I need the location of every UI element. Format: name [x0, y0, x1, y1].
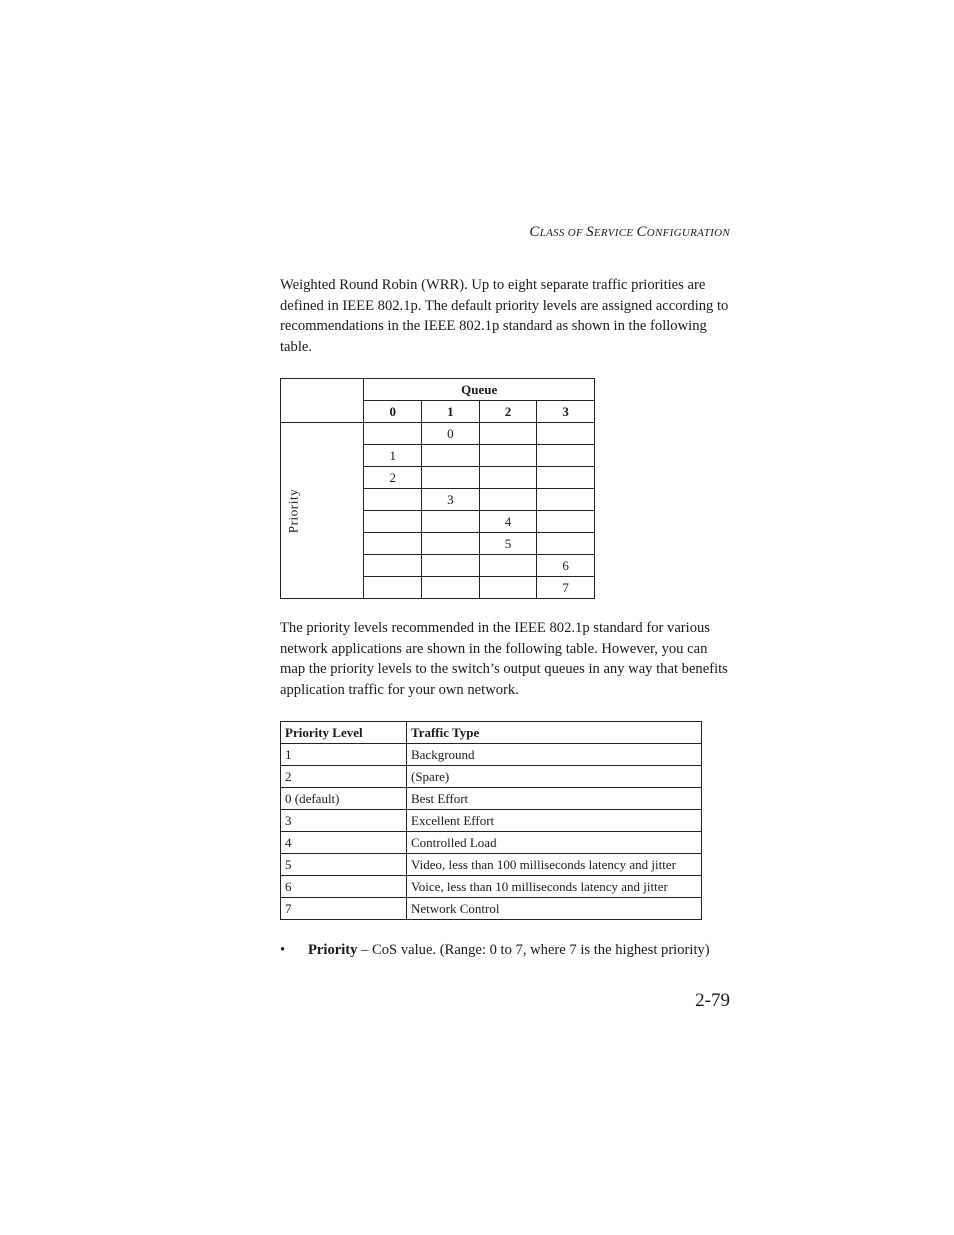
table-cell	[479, 445, 537, 467]
table-row	[281, 766, 702, 788]
table-row	[281, 810, 702, 832]
priority-label: Priority	[285, 488, 300, 533]
table-cell	[364, 511, 422, 533]
queue-column-header: 1	[422, 401, 480, 423]
table-cell: Video, less than 100 milliseconds latency and jitter	[407, 854, 702, 876]
table-cell	[537, 533, 595, 555]
table-cell: 0 (default)	[281, 788, 407, 810]
table-cell	[364, 489, 422, 511]
table-cell	[422, 467, 480, 489]
bullet-marker: •	[280, 942, 286, 958]
column-header-traffic-type: Traffic Type	[407, 722, 702, 744]
running-header: CLASS OF SERVICE CONFIGURATION	[529, 224, 730, 240]
table-cell	[364, 577, 422, 599]
intro-paragraph: Weighted Round Robin (WRR). Up to eight separate traffic priorities are defined in IEEE 802.1p. The default priority levels are assigned according to recommendations in the IEEE 802.1p standard as shown in the following table.	[280, 277, 729, 355]
table-row	[281, 744, 702, 766]
table-cell	[422, 533, 480, 555]
table-cell: 6	[281, 876, 407, 898]
table-cell	[537, 445, 595, 467]
table-cell: 2	[281, 766, 407, 788]
table-cell: Background	[407, 744, 702, 766]
table-row	[281, 832, 702, 854]
queue-column-header: 3	[537, 401, 595, 423]
table-cell: (Spare)	[407, 766, 702, 788]
table-cell	[422, 445, 480, 467]
traffic-type-table	[280, 721, 702, 920]
table-cell	[422, 511, 480, 533]
table-cell: 5	[479, 533, 537, 555]
table-row	[281, 854, 702, 876]
bullet-term: Priority	[308, 942, 358, 958]
table-cell: 1	[281, 744, 407, 766]
table-row	[281, 788, 702, 810]
priority-side-label	[281, 423, 364, 599]
column-header-priority-level: Priority Level	[281, 722, 407, 744]
queue-column-header: 0	[364, 401, 422, 423]
table-cell	[422, 577, 480, 599]
table-cell	[479, 423, 537, 445]
bullet-description: – CoS value. (Range: 0 to 7, where 7 is the highest priority)	[357, 942, 710, 958]
table-cell	[479, 467, 537, 489]
table-cell: 4	[281, 832, 407, 854]
table-cell	[364, 533, 422, 555]
table-cell: 0	[422, 423, 480, 445]
table-cell: 5	[281, 854, 407, 876]
table-row	[281, 423, 595, 445]
table-cell: 6	[537, 555, 595, 577]
page-number: 2-79	[695, 990, 730, 1011]
table-cell	[364, 423, 422, 445]
table-cell	[364, 555, 422, 577]
table-cell: 4	[479, 511, 537, 533]
table-cell	[537, 511, 595, 533]
queue-header: Queue	[364, 379, 595, 401]
priority-bullet	[280, 940, 740, 960]
table-cell: 3	[281, 810, 407, 832]
table-row	[281, 898, 702, 920]
table-cell: Voice, less than 10 milliseconds latency and jitter	[407, 876, 702, 898]
table-cell	[479, 555, 537, 577]
table-cell: 7	[537, 577, 595, 599]
table-cell	[422, 555, 480, 577]
table-cell: Controlled Load	[407, 832, 702, 854]
table-cell: Best Effort	[407, 788, 702, 810]
table-cell: Excellent Effort	[407, 810, 702, 832]
mapping-paragraph: The priority levels recommended in the IEEE 802.1p standard for various network applications are shown in the following table. However, you can map the priority levels to the switch’s output queues in any way that benefits application traffic for your own network.	[280, 620, 728, 698]
table-row	[281, 876, 702, 898]
corner-cell	[281, 379, 364, 423]
table-cell	[537, 467, 595, 489]
table-cell: Network Control	[407, 898, 702, 920]
table-header-row	[281, 722, 702, 744]
queue-mapping-table	[280, 378, 595, 599]
table-cell	[537, 489, 595, 511]
table-cell	[537, 423, 595, 445]
queue-column-header: 2	[479, 401, 537, 423]
table-cell	[479, 577, 537, 599]
table-cell: 1	[364, 445, 422, 467]
table-cell	[479, 489, 537, 511]
table-cell: 7	[281, 898, 407, 920]
table-cell: 3	[422, 489, 480, 511]
table-cell: 2	[364, 467, 422, 489]
